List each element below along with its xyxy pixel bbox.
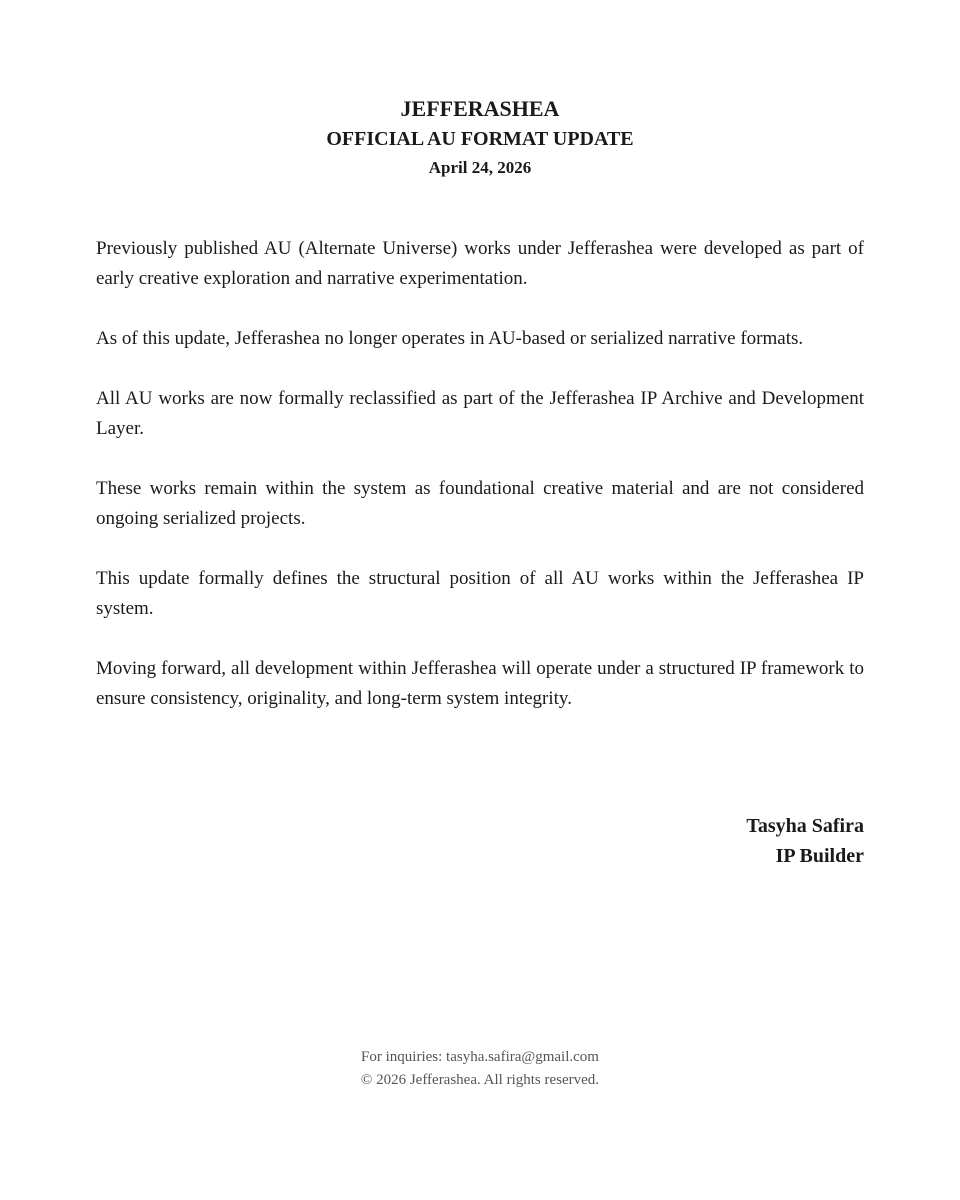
document-body bbox=[96, 234, 864, 744]
document-page bbox=[96, 0, 864, 1200]
footer-copyright: © 2026 Jefferashea. All rights reserved. bbox=[360, 1072, 600, 1088]
footer-inquiries: For inquiries: tasyha.safira@gmail.com bbox=[361, 1049, 599, 1065]
document-footer bbox=[96, 1046, 864, 1092]
signature-name: Tasyha Safira bbox=[746, 815, 864, 837]
brand-name: JEFFERASHEA bbox=[400, 96, 560, 121]
signature-block bbox=[746, 811, 864, 871]
body-paragraph: As of this update, Jefferashea no longer operates in AU-based or serialized narrative formats. bbox=[96, 328, 804, 349]
body-paragraph: Moving forward, all development within Jefferashea will operate under a structured IP framework to ensure consistency, originality, and long-term system integrity. bbox=[96, 658, 864, 709]
document-date: April 24, 2026 bbox=[428, 158, 532, 177]
body-paragraph: Previously published AU (Alternate Universe) works under Jefferashea were developed as part of early creative exploration and narrative experimentation. bbox=[96, 238, 864, 289]
document-header bbox=[96, 94, 864, 182]
signature-role: IP Builder bbox=[775, 845, 864, 867]
body-paragraph: All AU works are now formally reclassified as part of the Jefferashea IP Archive and Development Layer. bbox=[96, 388, 864, 439]
document-title: OFFICIAL AU FORMAT UPDATE bbox=[326, 128, 634, 150]
body-paragraph: This update formally defines the structural position of all AU works within the Jefferashea IP system. bbox=[96, 568, 864, 619]
body-paragraph: These works remain within the system as foundational creative material and are not considered ongoing serialized projects. bbox=[96, 478, 864, 529]
